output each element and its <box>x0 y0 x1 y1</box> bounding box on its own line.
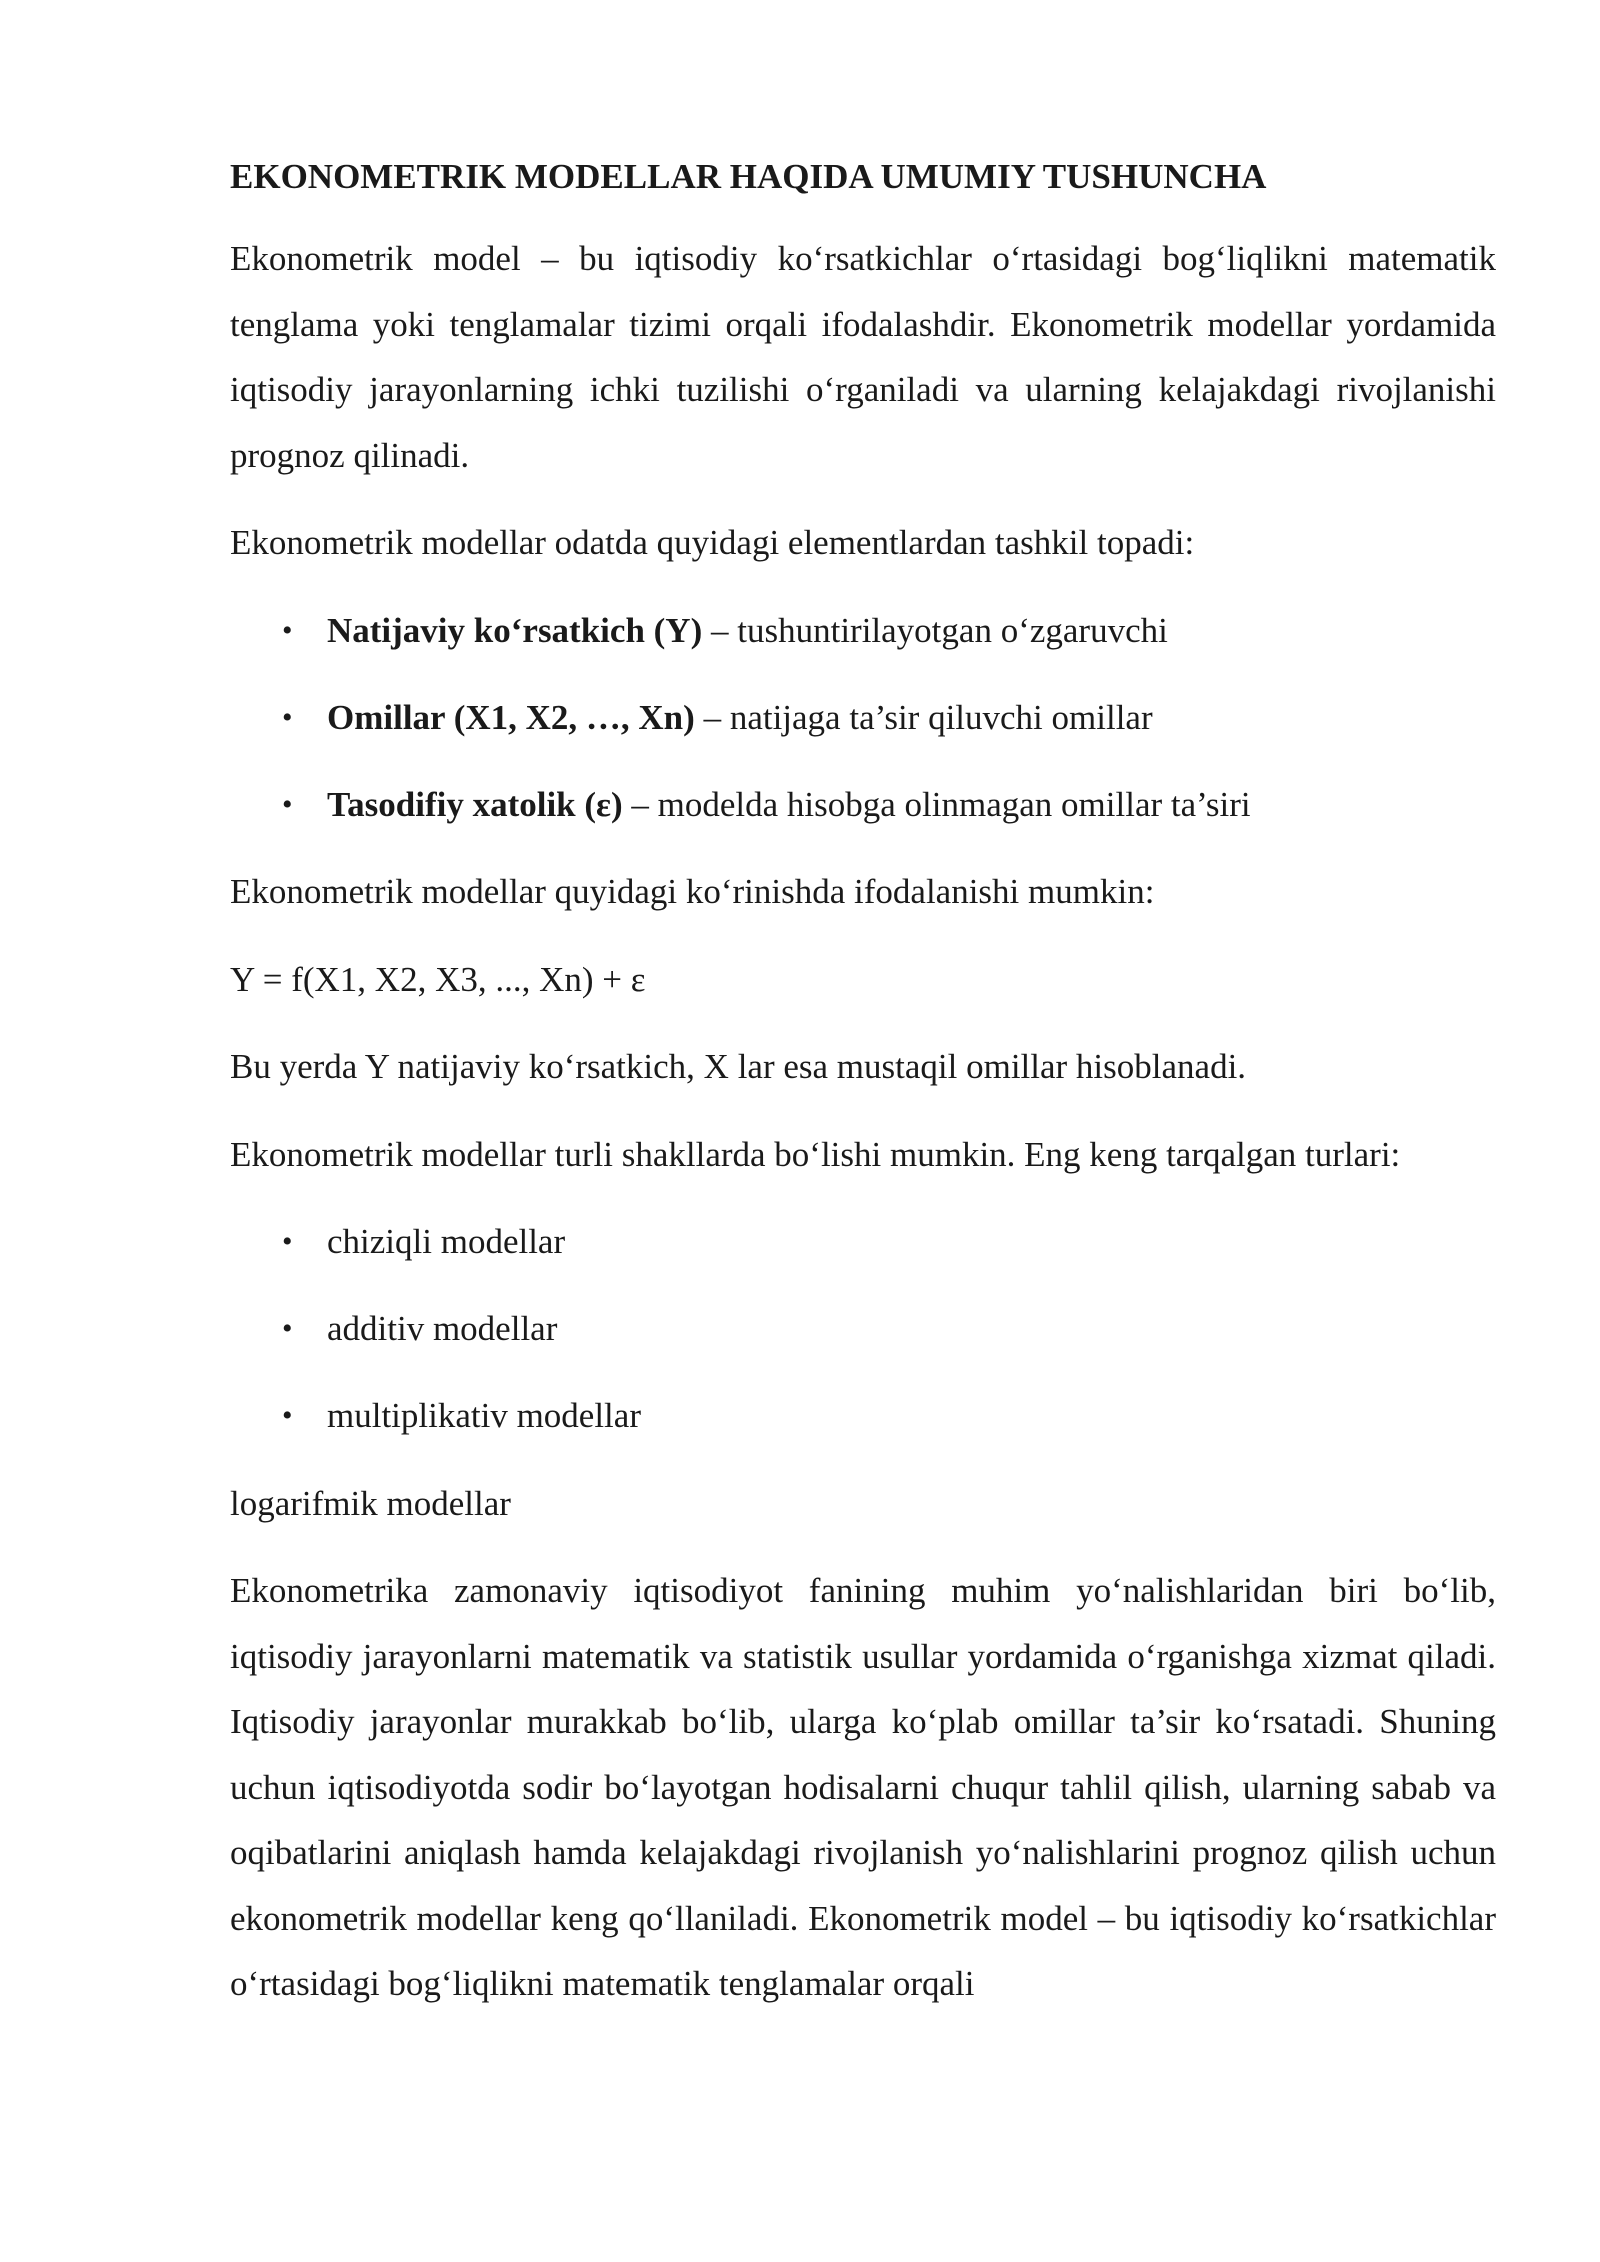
bullet-icon: • <box>282 1312 293 1345</box>
list-item <box>230 598 1496 664</box>
bullet-icon: • <box>282 787 293 821</box>
types-list <box>230 1209 1496 1449</box>
list-item <box>230 685 1496 751</box>
bullet-icon: • <box>282 613 293 647</box>
paragraph-explanation: Bu yerda Y natijaviy ko‘rsatkich, X lar esa mustaqil omillar hisoblanadi. <box>230 1047 1247 1086</box>
element-term: Tasodifiy xatolik (ε) <box>327 784 623 824</box>
element-desc: – modelda hisobga olinmagan omillar ta’siri <box>622 784 1251 824</box>
document-title: EKONOMETRIK MODELLAR HAQIDA UMUMIY TUSHUNCHA <box>230 157 1267 196</box>
paragraph-types-intro: Ekonometrik modellar turli shakllarda bo‘lishi mumkin. Eng keng tarqalgan turlari: <box>230 1134 1401 1174</box>
paragraph-econometrics: Ekonometrika zamonaviy iqtisodiyot fanining muhim yo‘nalishlaridan biri bo‘lib, iqtisodiy jarayonlarni matematik va statistik usullar yordamida o‘rganishga xizmat qiladi. Iqtisodiy jarayonlar murakkab bo‘lib, ularga ko‘plab omillar ta’sir ko‘rsatadi. Shuning uchun iqtisodiyotda sodir bo‘layotgan hodisalarni chuqur tahlil qilish, ularning sabab va oqibatlarini aniqlash hamda kelajakdagi rivojlanish yo‘nalishlarini prognoz qilish uchun ekonometrik modellar keng qo‘llaniladi. Ekonometrik model – bu iqtisodiy ko‘rsatkichlar o‘rtasidagi bog‘liqlikni matematik tenglamalar orqali <box>230 1571 1496 2003</box>
element-term: Natijaviy ko‘rsatkich (Y) <box>327 610 703 650</box>
paragraph-log-models: logarifmik modellar <box>230 1483 511 1523</box>
bullet-icon: • <box>282 700 293 734</box>
list-item <box>230 1209 1496 1275</box>
bullet-icon: • <box>282 1225 293 1258</box>
type-label: additiv modellar <box>327 1309 558 1348</box>
list-item <box>230 1383 1496 1449</box>
type-label: chiziqli modellar <box>327 1222 566 1261</box>
element-desc: – tushuntirilayotgan o‘zgaruvchi <box>702 610 1168 650</box>
paragraph-definition: Ekonometrik model – bu iqtisodiy ko‘rsatkichlar o‘rtasidagi bog‘liqlikni matematik tenglama yoki tenglamalar tizimi orqali ifodalashdir. Ekonometrik modellar yordamida iqtisodiy jarayonlarning ichki tuzilishi o‘rganiladi va ularning kelajakdagi rivojlanishi prognoz qilinadi. <box>230 239 1496 475</box>
elements-list <box>230 598 1496 838</box>
bullet-icon: • <box>282 1399 293 1432</box>
paragraph-form-intro: Ekonometrik modellar quyidagi ko‘rinishda ifodalanishi mumkin: <box>230 872 1155 911</box>
type-label: multiplikativ modellar <box>327 1396 641 1435</box>
element-desc: – natijaga ta’sir qiluvchi omillar <box>694 697 1153 737</box>
document-page <box>230 148 1496 2039</box>
list-item <box>230 1296 1496 1362</box>
formula: Y = f(X1, X2, X3, ..., Xn) + ε <box>230 959 646 999</box>
paragraph-elements-intro: Ekonometrik modellar odatda quyidagi elementlardan tashkil topadi: <box>230 523 1195 562</box>
element-term: Omillar (X1, X2, …, Xn) <box>327 697 695 737</box>
list-item <box>230 772 1496 838</box>
